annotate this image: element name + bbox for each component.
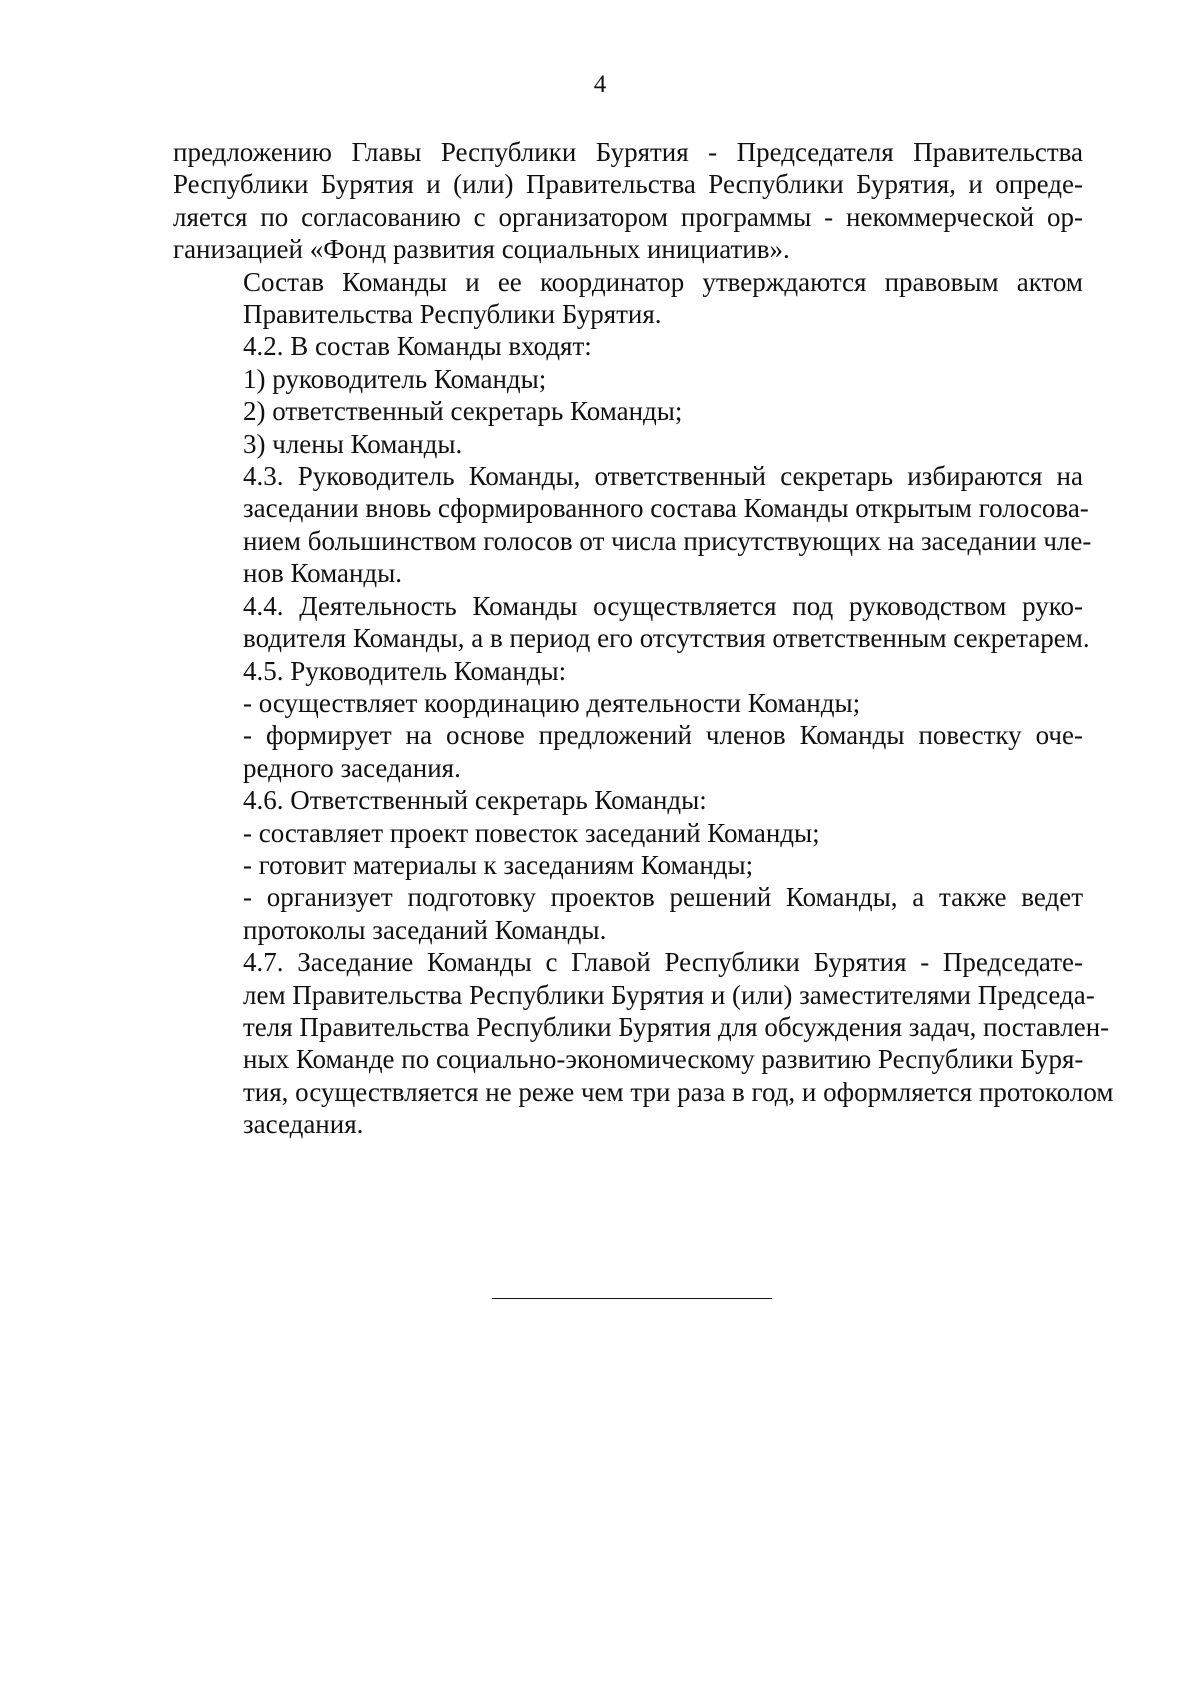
text-line: Правительства Республики Бурятия. (243, 299, 662, 330)
text-line: 4.5. Руководитель Команды: (243, 655, 567, 686)
paragraph (173, 849, 1083, 881)
text-line: заседании вновь сформированного состава Команды открытым голосова- (243, 493, 1089, 524)
text-line: 4.6. Ответственный секретарь Команды: (243, 785, 707, 816)
paragraph (173, 330, 1083, 362)
paragraph (173, 363, 1083, 395)
page-number: 4 (593, 71, 607, 98)
text-line: 4.7. Заседание Команды с Главой Республики Бурятия - Председате- (243, 947, 1083, 978)
text-line: теля Правительства Республики Бурятия для обсуждения задач, поставлен- (243, 1011, 1110, 1042)
text-line: заседания. (243, 1109, 364, 1140)
text-line: - формирует на основе предложений членов Команды повестку оче- (243, 720, 1083, 751)
paragraph (173, 428, 1083, 460)
text-line: 1) руководитель Команды; (243, 363, 547, 394)
text-line: 4.4. Деятельность Команды осуществляется под руководством руко- (243, 590, 1083, 621)
end-separator-line (492, 1298, 772, 1299)
text-line: редного заседания. (243, 752, 461, 783)
text-line: - осуществляет координацию деятельности Команды; (243, 687, 861, 718)
text-line: лем Правительства Республики Бурятия и (или) заместителями Председа- (243, 979, 1095, 1010)
paragraph (173, 687, 1083, 719)
text-line: Республики Бурятия и (или) Правительства Республики Бурятия, и опреде- (173, 169, 1083, 200)
text-line: - составляет проект повесток заседаний Команды; (243, 817, 820, 848)
paragraph (173, 395, 1083, 427)
text-line: Состав Команды и ее координатор утверждаются правовым актом (243, 266, 1083, 297)
text-line: ных Команде по социально-экономическому развитию Республики Буря- (243, 1044, 1084, 1075)
paragraph (173, 136, 1083, 266)
text-line: предложению Главы Республики Бурятия - Председателя Правительства (173, 137, 1083, 167)
document-body (173, 136, 1114, 1141)
paragraph (173, 655, 1083, 687)
paragraph (173, 719, 1083, 784)
text-line: 2) ответственный секретарь Команды; (243, 396, 683, 427)
text-line: водителя Команды, а в период его отсутствия ответственным секретарем. (243, 623, 1090, 654)
paragraph (173, 946, 1114, 1140)
text-line: ляется по согласованию с организатором программы - некоммерческой ор- (173, 201, 1083, 232)
text-line: ганизацией «Фонд развития социальных инициатив». (173, 234, 790, 265)
paragraph (173, 817, 1083, 849)
text-line: 4.2. В состав Команды входят: (243, 331, 592, 362)
paragraph (173, 460, 1092, 590)
text-line: протоколы заседаний Команды. (243, 914, 607, 945)
text-line: нием большинством голосов от числа присутствующих на заседании чле- (243, 525, 1092, 556)
paragraph (173, 266, 1083, 331)
paragraph (173, 590, 1090, 655)
paragraph (173, 784, 1083, 816)
text-line: - готовит материалы к заседаниям Команды; (243, 849, 754, 880)
text-line: тия, осуществляется не реже чем три раза в год, и оформляется протоколом (243, 1076, 1114, 1107)
paragraph (173, 881, 1083, 946)
text-line: 3) члены Команды. (243, 428, 463, 459)
text-line: - организует подготовку проектов решений Команды, а также ведет (243, 882, 1083, 913)
text-line: 4.3. Руководитель Команды, ответственный секретарь избираются на (243, 461, 1083, 492)
text-line: нов Команды. (243, 558, 403, 589)
